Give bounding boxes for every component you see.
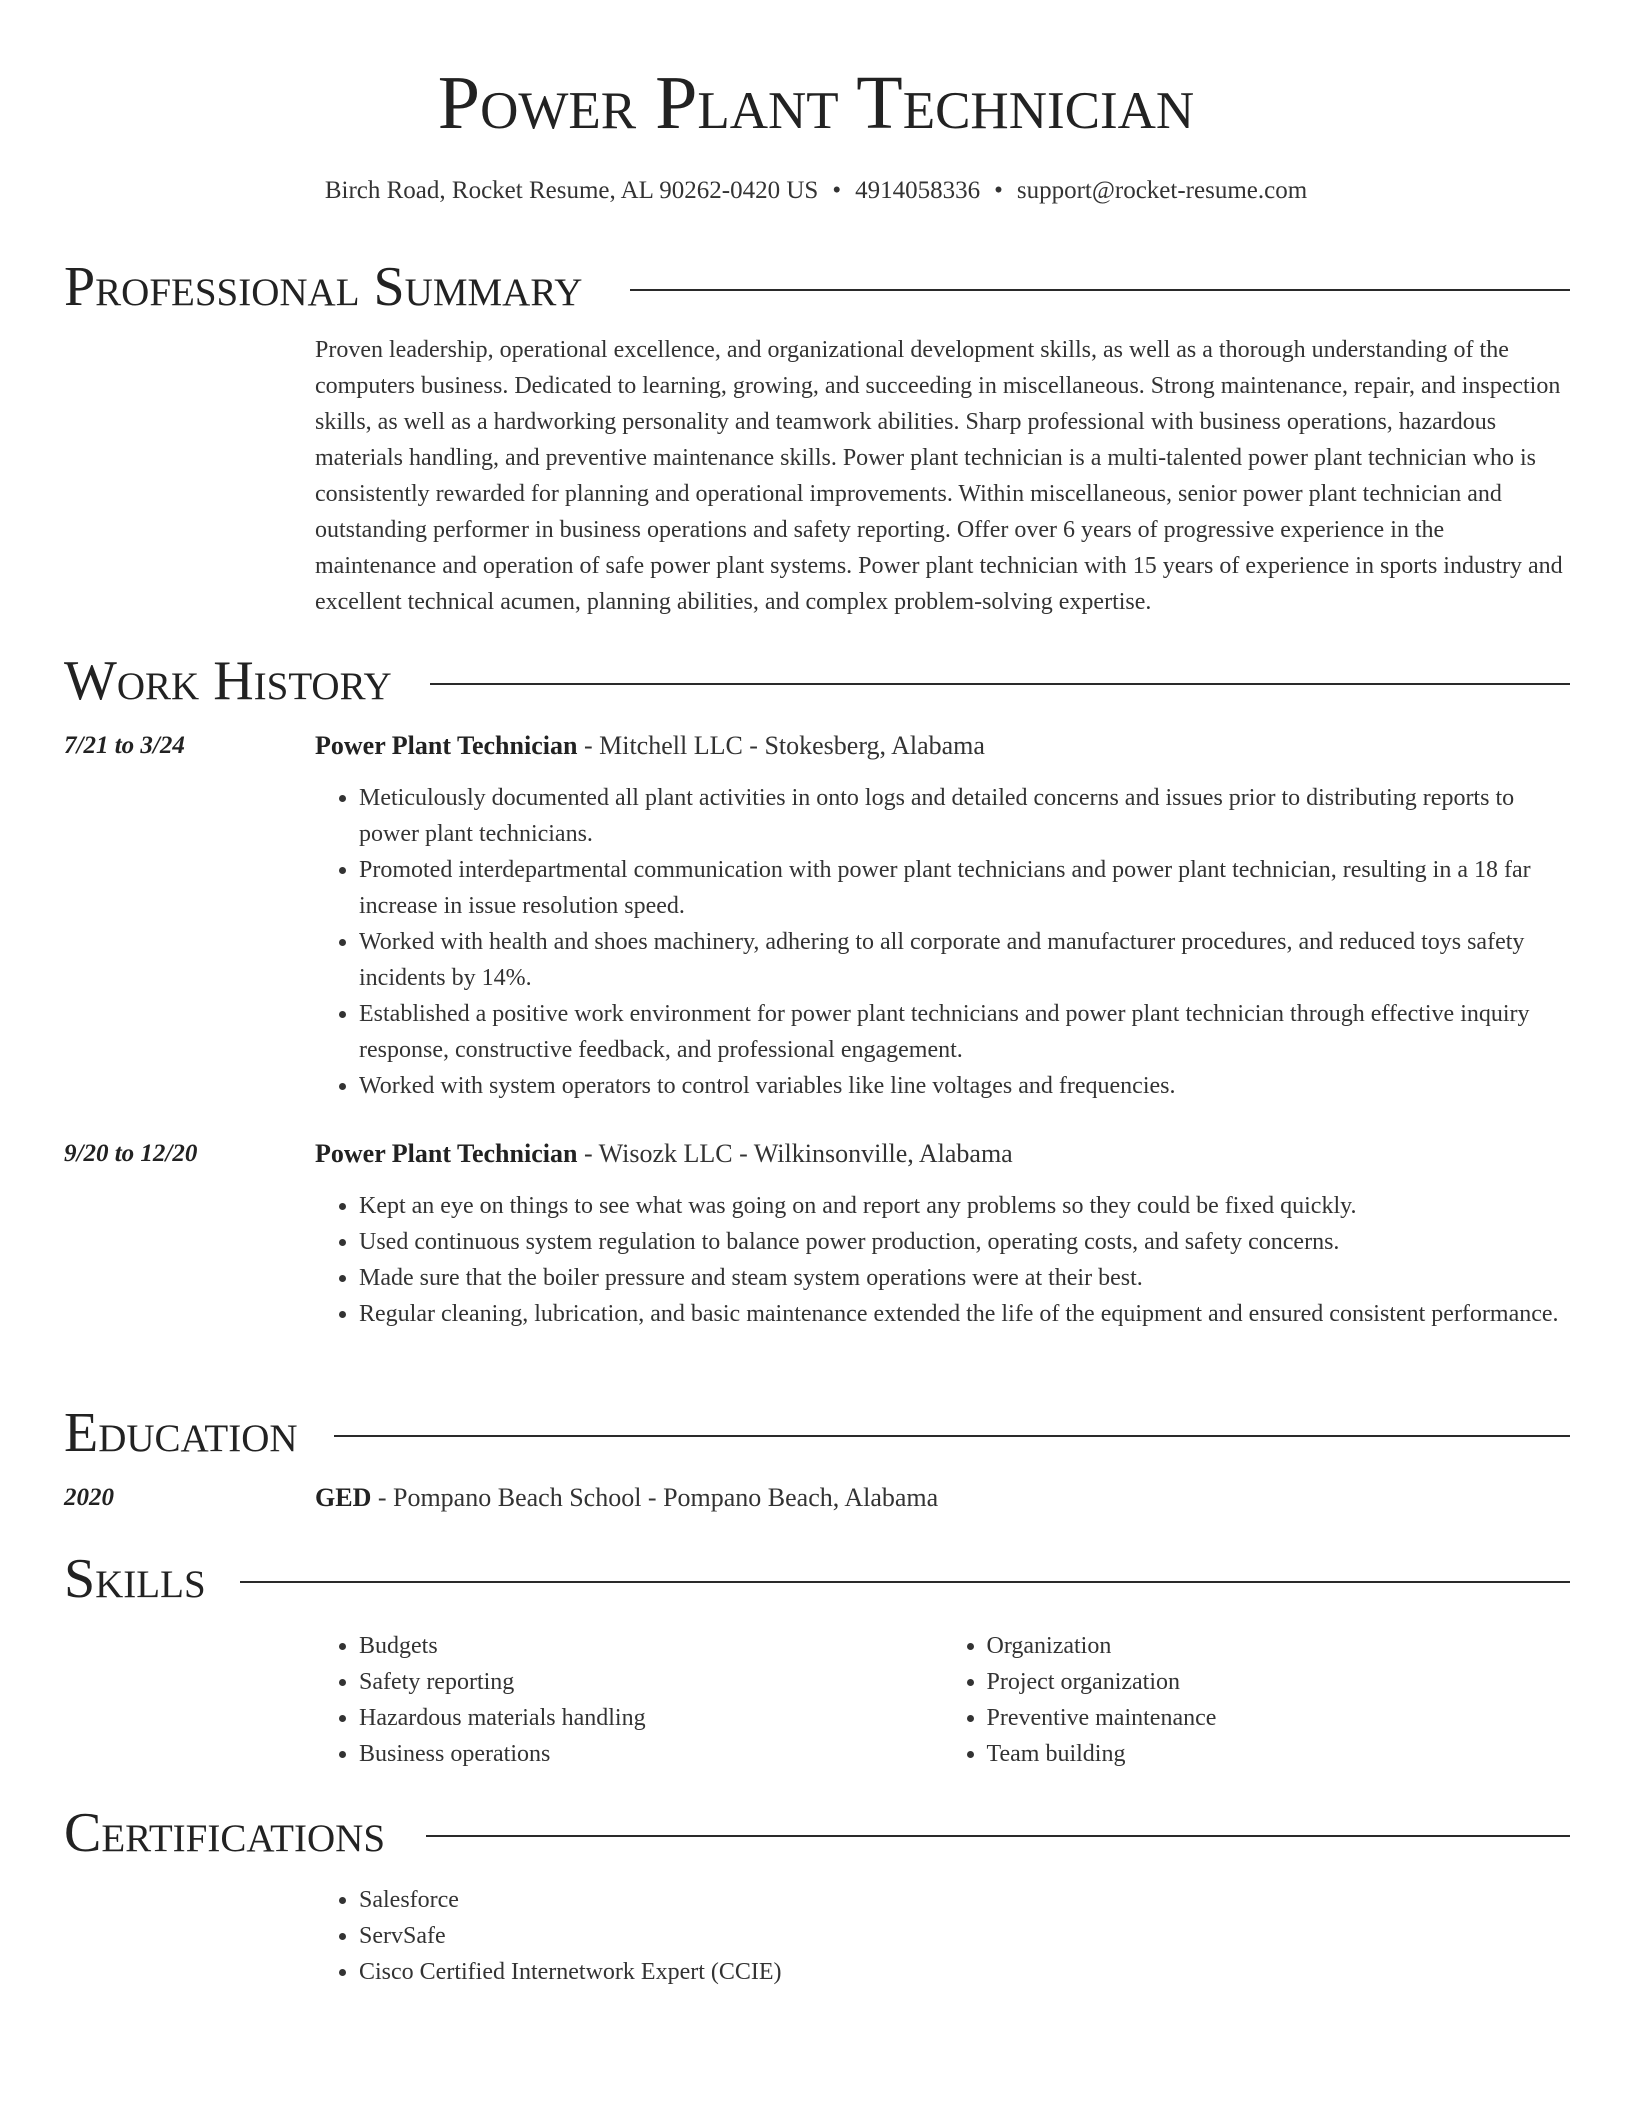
job-bullet: • Established a positive work environment for power plant technicians and power plant technician through effective inquiry response, constructive feedback, and professional engagement. [359,996,1570,1068]
section-header [64,1400,1570,1468]
section-header [64,254,1570,322]
certification-item: • Salesforce [359,1882,1570,1918]
job-dates: 9/20 to 12/20 [64,1140,198,1167]
candidate-name: Power Plant Technician [437,61,1195,145]
education-entry [64,1480,1570,1516]
certifications-bullets [315,1882,1570,1990]
education-year: 2020 [64,1484,114,1511]
job-employer: - Wisozk LLC - Wilkinsonville, Alabama [583,1139,1013,1168]
section-title: Education [64,1402,298,1464]
job-title-line [315,728,1570,764]
contact-separator: • [994,177,1003,204]
job-bullet: • Promoted interdepartmental communication with power plant technicians and power plant technician, resulting in a 18 far increase in issue resolution speed. [359,852,1570,924]
job-bullet: • Regular cleaning, lubrication, and basic maintenance extended the life of the equipment and ensured consistent performance. [359,1296,1570,1332]
education-degree: GED [315,1483,372,1512]
contact-phone: 4914058336 [855,177,981,204]
job-title-line [315,1136,1570,1172]
section-skills [64,1546,1570,1772]
contact-address: Birch Road, Rocket Resume, AL 90262-0420 US [324,177,819,204]
skills-column-right [943,1628,1571,1772]
job-bullets [315,1188,1570,1332]
skill-item: • Team building [987,1736,1571,1772]
section-divider [630,289,1570,291]
contact-separator: • [832,177,842,204]
skill-item: • Hazardous materials handling [359,1700,943,1736]
skill-item: • Safety reporting [359,1664,943,1700]
section-divider [334,1435,1570,1437]
job-title: Power Plant Technician [315,731,578,760]
job-bullet: • Worked with system operators to control variables like line voltages and frequencies. [359,1068,1570,1104]
section-certifications [64,1800,1570,1990]
section-work-history [64,648,1570,1332]
skills-column-left [315,1628,943,1772]
skill-item: • Business operations [359,1736,943,1772]
section-header [64,1546,1570,1614]
job-title: Power Plant Technician [315,1139,578,1168]
job-dates: 7/21 to 3/24 [64,732,185,759]
section-header [64,648,1570,716]
section-title: Work History [64,650,392,712]
section-header [64,1800,1570,1868]
certifications-list [315,1882,1570,1990]
section-divider [426,1835,1570,1837]
section-divider [430,683,1570,685]
job-bullet: • Worked with health and shoes machinery, adhering to all corporate and manufacturer procedures, and reduced toys safety incidents by 14%. [359,924,1570,996]
contact-line [0,174,1632,208]
skill-item: • Project organization [987,1664,1571,1700]
job-entry [64,1136,1570,1332]
section-education [64,1400,1570,1516]
job-bullet: • Used continuous system regulation to balance power production, operating costs, and safety concerns. [359,1224,1570,1260]
section-professional-summary [64,254,1570,620]
section-divider [240,1581,1570,1583]
education-line [315,1480,1570,1516]
education-school: - Pompano Beach School - Pompano Beach, Alabama [377,1483,939,1512]
section-title: Skills [64,1548,206,1610]
certification-item: • ServSafe [359,1918,1570,1954]
skill-item: • Preventive maintenance [987,1700,1571,1736]
section-title: Professional Summary [64,256,583,318]
job-bullet: • Made sure that the boiler pressure and steam system operations were at their best. [359,1260,1570,1296]
skill-item: • Organization [987,1628,1571,1664]
job-bullets [315,780,1570,1104]
job-employer: - Mitchell LLC - Stokesberg, Alabama [583,731,985,760]
job-entry [64,728,1570,1104]
job-bullet: • Kept an eye on things to see what was going on and report any problems so they could be fixed quickly. [359,1188,1570,1224]
job-bullet: • Meticulously documented all plant activities in onto logs and detailed concerns and issues prior to distributing reports to power plant technicians. [359,780,1570,852]
certification-item: • Cisco Certified Internetwork Expert (CCIE) [359,1954,1570,1990]
skill-item: • Budgets [359,1628,943,1664]
skills-list [315,1628,1570,1772]
contact-email: support@rocket-resume.com [1016,177,1308,204]
summary-text: Proven leadership, operational excellence, and organizational development skills, as well as a thorough understanding of the computers business. Dedicated to learning, growing, and succeeding in miscellaneous. Strong maintenance, repair, and inspection skills, as well as a hardworking personality and teamwork abilities. Sharp professional with business operations, hazardous materials handling, and preventive maintenance skills. Power plant technician is a multi-talented power plant technician who is consistently rewarded for planning and operational improvements. Within miscellaneous, senior power plant technician and outstanding performer in business operations and safety reporting. Offer over 6 years of progressive experience in the maintenance and operation of safe power plant systems. Power plant technician with 15 years of experience in sports industry and excellent technical acumen, planning abilities, and complex problem-solving expertise. [315,337,1563,615]
section-title: Certifications [64,1802,386,1864]
